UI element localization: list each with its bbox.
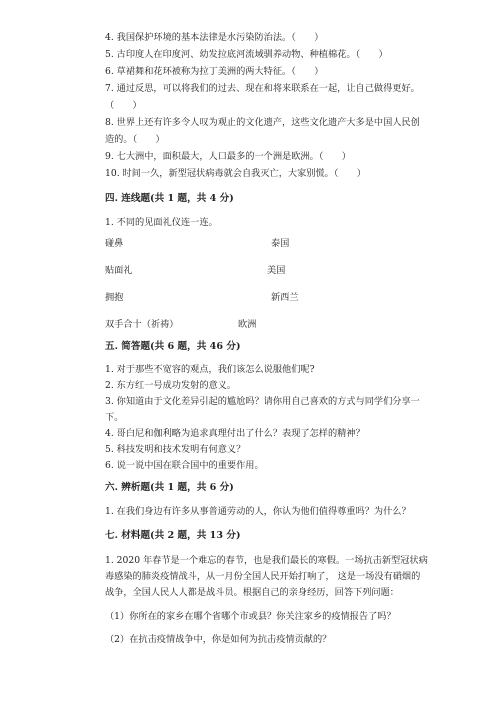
material-question-1: （1）你所在的家乡在哪个省哪个市或县？你关注家乡的疫情报告了吗？ xyxy=(105,611,396,622)
tf-item-7: 7. 通过反思，可以将我们的过去、现在和将来联系在一起，让自己做得更好。 xyxy=(105,83,420,94)
tf-item-10: 10. 时间一久，新型冠状病毒就会自我灭亡，大家别慌。（ ） xyxy=(105,168,366,179)
short-answer-2: 2. 东方红一号成功发射的意义。 xyxy=(105,380,237,391)
short-answer-4: 4. 哥白尼和伽利略为追求真理付出了什么？表现了怎样的精神？ xyxy=(105,428,365,439)
material-question-2: （2）在抗击疫情战争中，你是如何为抗击疫情贡献的？ xyxy=(105,634,332,645)
matching-left-3: 拥抱 xyxy=(105,292,124,303)
material-line-2: 毒感染的肺炎疫情战斗，从一月份全国人民开始打响了， 这是一场没有硝烟的 xyxy=(105,571,421,582)
tf-item-5: 5. 古印度人在印度河、幼发拉底河流域驯养动物、种植棉花。（ ） xyxy=(105,49,388,60)
short-answer-6: 6. 说一说中国在联合国中的重要作用。 xyxy=(105,460,264,471)
matching-left-4: 双手合十（祈祷） xyxy=(105,319,179,330)
matching-right-2: 美国 xyxy=(267,265,286,276)
short-answer-1: 1. 对于那些不宽容的观点，我们该怎么说服他们呢? xyxy=(105,364,315,375)
tf-item-8-cont: 造的。（ ） xyxy=(105,134,165,145)
short-answer-5: 5. 科技发明和技术发明有何意义？ xyxy=(105,444,246,455)
short-answer-3-cont: 下。 xyxy=(105,412,124,423)
matching-right-1: 泰国 xyxy=(271,238,290,249)
material-line-1: 1. 2020 年春节是一个难忘的春节，也是我们最长的寒假。一场抗击新型冠状病 xyxy=(105,555,428,566)
matching-left-2: 贴面礼 xyxy=(105,265,133,276)
tf-item-8: 8. 世界上还有许多令人叹为观止的文化遗产，这些文化遗产大多是中国人民创 xyxy=(105,117,420,128)
section-7-title: 七. 材料题(共 2 题，共 13 分) xyxy=(105,530,241,541)
tf-item-6: 6. 草裙舞和花环被称为拉丁美洲的两大特征。（ ） xyxy=(105,66,324,77)
analysis-question: 1. 在我们身边有许多从事普通劳动的人，你认为他们值得尊重吗？为什么？ xyxy=(105,506,411,517)
tf-item-7-blank: （ ） xyxy=(105,100,142,111)
tf-item-4: 4. 我国保护环境的基本法律是水污染防治法。（ ） xyxy=(105,32,324,43)
section-5-title: 五. 简答题(共 6 题，共 46 分) xyxy=(105,341,241,352)
matching-question: 1. 不同的见面礼仪连一连。 xyxy=(105,217,218,228)
matching-right-4: 欧洲 xyxy=(238,319,257,330)
short-answer-3: 3. 你知道由于文化差异引起的尴尬吗？请你用自己喜欢的方式与同学们分享一 xyxy=(105,396,420,407)
section-4-title: 四. 连线题(共 1 题，共 4 分) xyxy=(105,193,234,204)
matching-right-3: 新西兰 xyxy=(271,292,299,303)
matching-left-1: 碰鼻 xyxy=(105,238,124,249)
tf-item-9: 9. 七大洲中，面积最大，人口最多的一个洲是欧洲。（ ） xyxy=(105,151,351,162)
section-6-title: 六. 辨析题(共 1 题，共 6 分) xyxy=(105,482,234,493)
material-line-3: 战争，全国人民人人都是战斗员。根据自己的亲身经历，回答下列问题： xyxy=(105,587,399,598)
